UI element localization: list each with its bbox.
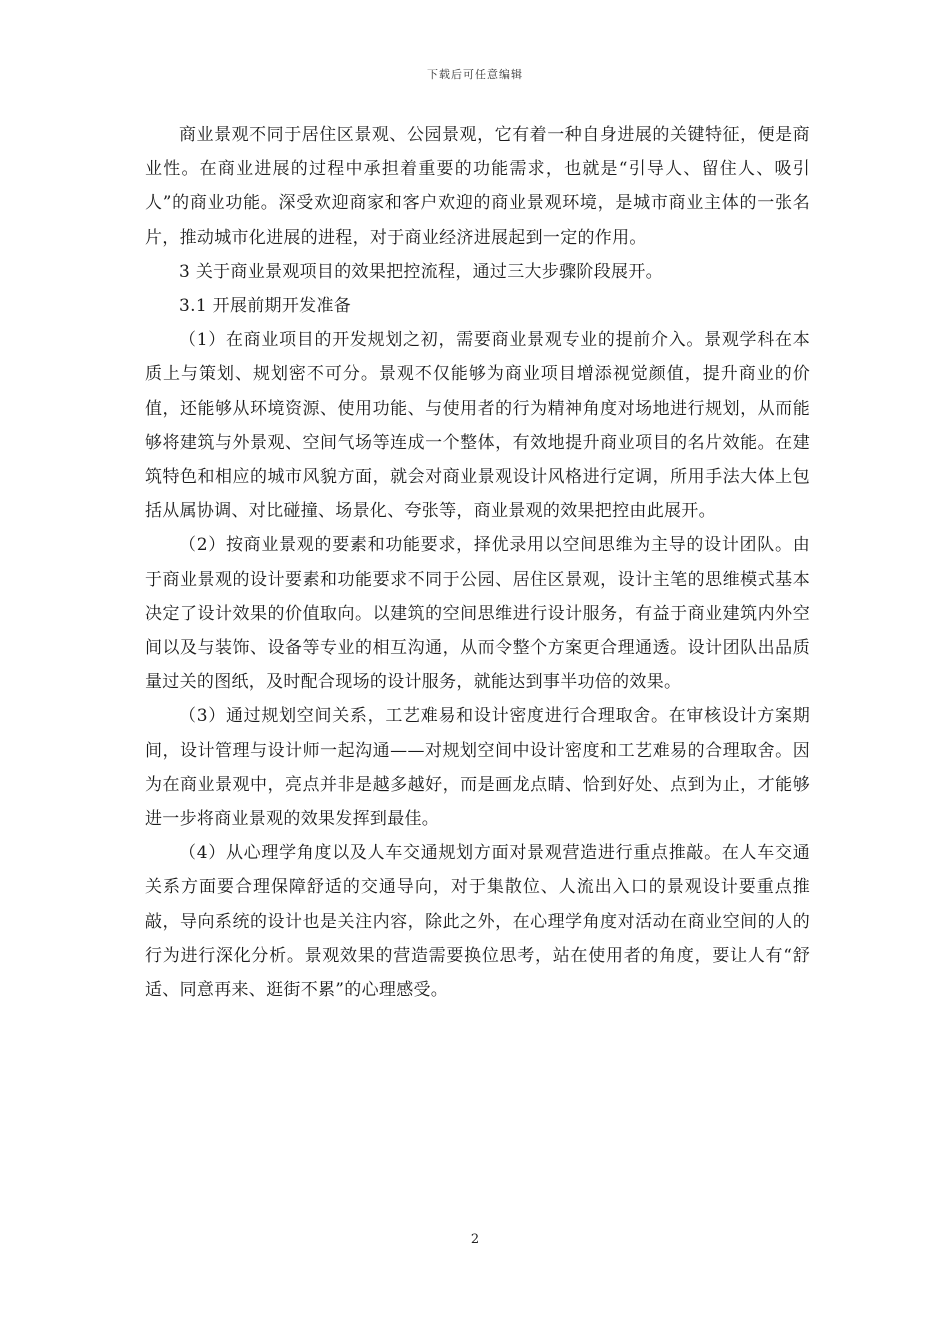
paragraph-item-2: （2）按商业景观的要素和功能要求，择优录用以空间思维为主导的设计团队。由于商业景观的设计要素和功能要求不同于公园、居住区景观，设计主笔的思维模式基本决定了设计效果的价值取向。以建筑的空间思维进行设计服务，有益于商业建筑内外空间以及与装饰、设备等专业的相互沟通，从而令整个方案更合理通透。设计团队出品质量过关的图纸，及时配合现场的设计服务，就能达到事半功倍的效果。 [145,535,810,693]
subsection-heading-3-1: 3.1 开展前期开发准备 [179,296,352,317]
document-body [145,118,810,1007]
paragraph-item-1: （1）在商业项目的开发规划之初，需要商业景观专业的提前介入。景观学科在本质上与策划、规划密不可分。景观不仅能够为商业项目增添视觉颜值，提升商业的价值，还能够从环境资源、使用功能、与使用者的行为精神角度对场地进行规划，从而能够将建筑与外景观、空间气场等连成一个整体，有效地提升商业项目的名片效能。在建筑特色和相应的城市风貌方面，就会对商业景观设计风格进行定调，所用手法大体上包括从属协调、对比碰撞、场景化、夸张等，商业景观的效果把控由此展开。 [145,330,810,522]
paragraph-item-4: （4）从心理学角度以及人车交通规划方面对景观营造进行重点推敲。在人车交通关系方面要合理保障舒适的交通导向，对于集散位、人流出入口的景观设计要重点推敲，导向系统的设计也是关注内容，除此之外，在心理学角度对活动在商业空间的人的行为进行深化分析。景观效果的营造需要换位思考，站在使用者的角度，要让人有“舒适、同意再来、逛街不累”的心理感受。 [145,843,810,1001]
section-heading-3: 3 关于商业景观项目的效果把控流程，通过三大步骤阶段展开。 [179,261,663,282]
page-header-note: 下载后可任意编辑 [427,68,523,81]
paragraph-item-3: （3）通过规划空间关系，工艺难易和设计密度进行合理取舍。在审核设计方案期间，设计管理与设计师一起沟通——对规划空间中设计密度和工艺难易的合理取舍。因为在商业景观中，亮点并非是越多越好，而是画龙点睛、恰到好处、点到为止，才能够进一步将商业景观的效果发挥到最佳。 [145,706,810,830]
paragraph-intro: 商业景观不同于居住区景观、公园景观，它有着一种自身进展的关键特征，便是商业性。在商业进展的过程中承担着重要的功能需求，也就是“引导人、留住人、吸引人”的商业功能。深受欢迎商家和客户欢迎的商业景观环境，是城市商业主体的一张名片，推动城市化进展的进程，对于商业经济进展起到一定的作用。 [145,125,810,248]
page-number: 2 [470,1232,480,1247]
